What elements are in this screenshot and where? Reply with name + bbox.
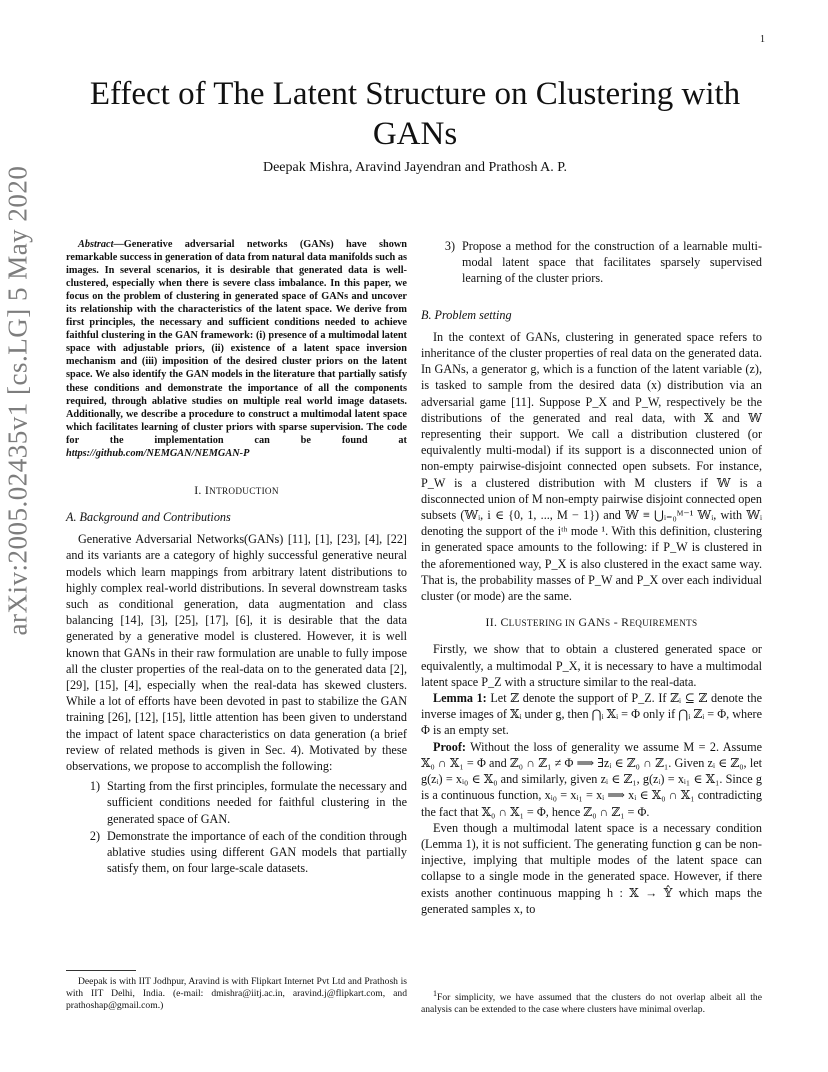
section-initial: C <box>500 615 509 630</box>
footnote-rule <box>66 970 136 971</box>
subsection-heading-background: A. Background and Contributions <box>66 510 231 524</box>
right-column <box>421 238 762 917</box>
section-gans-s: S <box>605 618 611 629</box>
section-initial: I <box>204 482 210 497</box>
subsection-heading-problem-setting: B. Problem setting <box>421 307 512 322</box>
section-dash: - <box>613 615 618 630</box>
abstract-label: Abstract <box>78 239 114 250</box>
arxiv-stamp: arXiv:2005.02435v1 [cs.LG] 5 May 2020 <box>2 165 33 636</box>
section-number: I. <box>194 482 202 497</box>
list-item: 3) Propose a method for the construction of a learnable multi-modal latent space that facilitates sparsely supervised learning of the cluster priors. <box>444 239 762 286</box>
contributions-list-continued <box>421 238 762 287</box>
footnote-text: For simplicity, we have assumed that the clusters do not overlap albeit all the analysis can be extended to the case where clusters have minimal overlap. <box>421 992 762 1016</box>
paper-authors: Deepak Mishra, Aravind Jayendran and Prathosh A. P. <box>262 160 568 175</box>
left-column <box>66 238 407 877</box>
author-affiliation-footnote: Deepak is with IIT Jodhpur, Aravind is with Flipkart Internet Pvt Ltd and Prathosh is with IIT Delhi, India. (e-mail: dmishra@iitj.ac.in, aravind.j@flipkart.com, and prathoshap@gmail.com.) <box>66 976 407 1011</box>
footnote-1 <box>421 988 762 1016</box>
section-gans: GAN <box>578 615 606 630</box>
requirements-paragraph: Firstly, we show that to obtain a clustered generated space or equivalently, a multimodal P_X, it is necessary to have a multimodal latent space P_Z with a structure similar to the real-data. <box>421 642 762 689</box>
section-initial-r: R <box>621 615 630 630</box>
abstract <box>66 238 407 460</box>
page-number: 1 <box>760 34 765 45</box>
section-heading-introduction <box>66 482 407 499</box>
section-number: II. <box>485 615 498 630</box>
proof-paragraph: Proof: Without the loss of generality we assume M = 2. Assume 𝕏₀ ∩ 𝕏₁ = Φ and ℤ₀ ∩ ℤ₁ ≠ Φ ⟹ ∃zᵢ ∈ ℤ₀ ∩ ℤ₁. Given zᵢ ∈ ℤ₀, let g(zᵢ) = xᵢ₀ ∈ 𝕏₀ and similarly, given zᵢ ∈ ℤ₁, g(zᵢ) = xᵢ₁ ∈ 𝕏₁. Since g is a continuous function, xᵢ₀ = xᵢ₁ = xᵢ ⟹ xᵢ ∈ 𝕏₀ ∩ 𝕏₁ contradicting the fact that 𝕏₀ ∩ 𝕏₁ = Φ, hence ℤ₀ ∩ ℤ₁ = Φ. <box>421 739 762 819</box>
section-heading-clustering <box>421 614 762 631</box>
section-title-rest: LUSTERING IN <box>508 618 576 629</box>
abstract-text: —Generative adversarial networks (GANs) have shown remarkable success in generation of data from natural data manifolds such as images. In several scenarios, it is desirable that generated data is well-clustered, especially when there is severe class imbalance. In this paper, we focus on the problem of clustering in generated space of GANs and uncover its relationship with the characteristics of the latent space. We derive from first principles, the necessary and sufficient conditions needed to achieve faithful clustering in the GAN framework: (i) presence of a multimodal latent space with adjustable priors, (ii) existence of a latent space inversion mechanism and (iii) imposition of the desired cluster priors on the latent space. We also identify the GAN models in the literature that partially satisfy these conditions and demonstrate the importance of all the components required, through ablative studies on multiple real world image datasets. Additionally, we describe a procedure to construct a multimodal latent space which facilitates learning of cluster priors with sparse supervision. The code for the implementation can be found at <box>66 239 407 446</box>
closing-paragraph: Even though a multimodal latent space is a necessary condition (Lemma 1), it is not sufficient. The generating function g can be non-injective, implying that multiple modes of the latent space can collapse to a single mode in the generated space. However, if there exists another continuous mapping h : 𝕏 → 𝕐̂ which maps the generated samples x, to <box>421 820 762 916</box>
contributions-list <box>66 778 407 876</box>
code-url[interactable]: https://github.com/NEMGAN/NEMGAN-P <box>66 447 250 459</box>
section-title-rest: NTRODUCTION <box>209 485 279 496</box>
intro-paragraph: Generative Adversarial Networks(GANs) [11], [1], [23], [4], [22] and its variants are a category of highly successful generative neural models which learn mappings from arbitrary latent distributions to highly complex real-world distributions. In several downstream tasks such as conditional generation, data augmentation and class balancing [14], [3], [25], [17], [6], it is desirable that the data generated by a generative model is clustered. However, it is well known that GANs in their raw formulation are unable to fully impose all the cluster properties of the real-data on to the generated data [2], [29], [15], [4], especially when the real-data has skewed clusters. While a lot of efforts have been devoted in past to stabilize the GAN training [26], [12], [15], little attention has been given to understand the impact of latent space characteristics on data generation (a brief review of related methods is given in Sec. 4). Motivated by these observations, we propose to accomplish the following: <box>66 532 407 774</box>
footnote-mark: 1 <box>433 989 437 998</box>
list-item: 2) Demonstrate the importance of each of the condition through ablative studies using different GAN models that partially satisfy them, on four large-scale datasets. <box>89 828 407 876</box>
problem-setting-paragraph: In the context of GANs, clustering in generated space refers to inheritance of the cluster properties of real data on the generated data. In GANs, a generator g, which is a function of the latent variable (z), is tasked to sample from the desired data (x) distribution via an adversarial game [11]. Suppose P_X and P_W, respectively be the distributions of the generated and real data, with 𝕏 and 𝕎 representing their support. We call a distribution clustered (or equivalently multi-modal) if its support is a disconnected union of non-empty pairwise-disjoint connected open subsets. For instance, P_W is a clustered distribution with M clusters if 𝕎 is a disconnected union of M non-empty pairwise disjoint connected open subsets (𝕎ᵢ, i ∈ {0, 1, ..., M − 1}) and 𝕎 ≡ ⋃ᵢ₌₀ᴹ⁻¹ 𝕎ᵢ, with 𝕎ᵢ denoting the support of the iᵗʰ mode ¹. With this definition, clustering in generated space amounts to the following: if P_W is clustered in the aforementioned way, P_X is also clustered in the exact same way. That is, the probability masses of P_W and P_X over each individual cluster (or mode) are the same. <box>421 329 762 604</box>
paper-title: Effect of The Latent Structure on Clustering with GANs <box>89 76 741 152</box>
list-item: 1) Starting from the first principles, formulate the necessary and sufficient conditions needed for faithful clustering in the generated space of GAN. <box>89 779 407 826</box>
lemma-paragraph: Lemma 1: Let ℤ denote the support of P_Z. If ℤᵢ ⊆ ℤ denote the inverse images of 𝕏ᵢ under g, then ⋂ᵢ 𝕏ᵢ = Φ only if ⋂ᵢ ℤᵢ = Φ, where Φ is an empty set. <box>421 691 762 738</box>
section-title-rest2: EQUIREMENTS <box>629 618 698 629</box>
